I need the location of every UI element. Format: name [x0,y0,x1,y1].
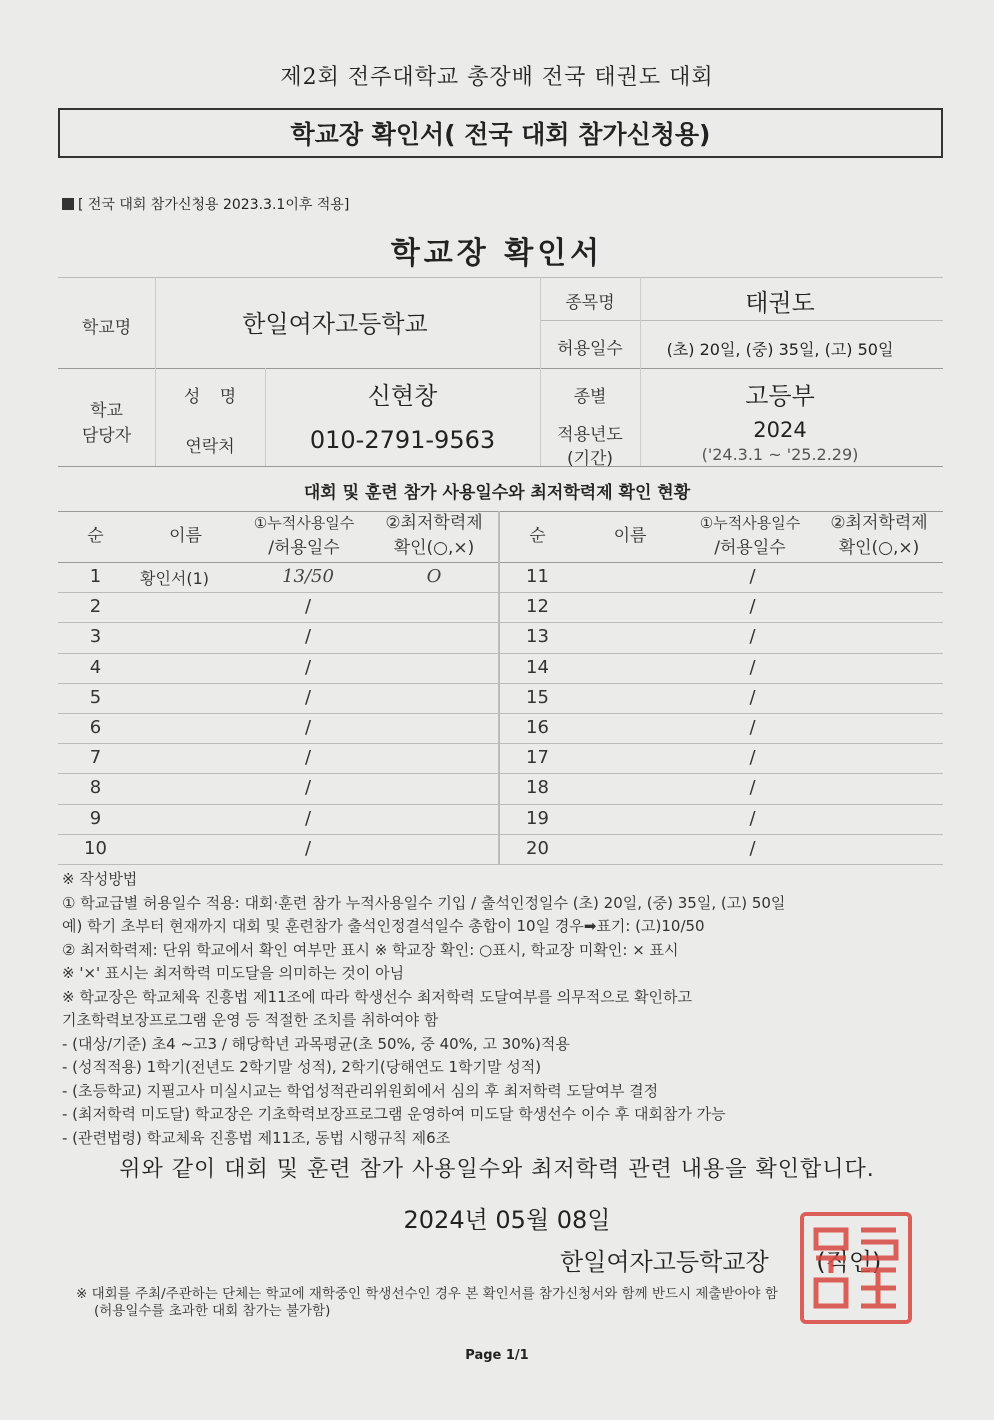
row-days: / [749,717,756,738]
table-row-divider [58,592,943,593]
square-bullet-icon [62,198,74,210]
row-name: 황인서(1) [140,569,210,588]
table-title: 대회 및 훈련 참가 사용일수와 최저학력제 확인 현황 [303,483,691,503]
row-number: 5 [89,687,102,708]
col-grade: ②최저학력제 [385,513,483,533]
table-row-divider [58,713,943,714]
row-number: 4 [89,657,102,678]
contact-label: 연락처 [185,437,235,457]
row-days: / [304,777,312,798]
row-days: / [749,777,756,798]
note-line: - (최저학력 미도달) 학교장은 기초학력보장프로그램 운영하여 미도달 학생선수 이수 후 대회참가 가능 [62,1105,726,1123]
note-line: - (초등학교) 지필고사 미실시교는 학업성적관리위원회에서 심의 후 최저학력 도달여부 결정 [62,1081,659,1100]
row-number: 20 [526,838,549,859]
allowed-days-label: 허용일수 [557,339,623,359]
row-number: 7 [89,747,102,768]
row-number: 16 [526,717,549,738]
note-line: ② 최저학력제: 단위 학교에서 확인 여부만 표시 ※ 학교장 확인: ○표시, 학교장 미확인: × 표시 [62,940,679,959]
row-number: 9 [89,808,102,829]
table-row-divider [58,804,943,805]
year-value: 2024 [753,418,807,442]
col-grade-right-2: 확인(○,×) [838,538,920,558]
col-days-right-2: /허용일수 [714,538,786,558]
row-number: 2 [89,596,102,617]
row-days: / [749,596,756,617]
main-title: 학교장 확인서 [390,236,604,271]
table-row-divider [58,773,943,774]
note-line: ※ 학교장은 학교체육 진흥법 제11조에 따라 학생선수 최저학력 도달여부를 의무적으로 확인하고 [62,987,692,1006]
row-number: 15 [526,687,549,708]
note-line: ※ '×' 표시는 최저학력 미도달을 의미하는 것이 아님 [62,964,405,982]
row-days: / [749,566,756,587]
col-days: ①누적사용일수 [253,514,355,532]
footnote [76,1286,936,1320]
row-number: 13 [526,626,549,647]
row-days: / [304,838,312,859]
col-grade-right: ②최저학력제 [830,513,928,533]
note-line: ※ 작성방법 [62,870,138,888]
divider [540,320,943,321]
divider [58,277,943,278]
row-number: 18 [526,777,549,798]
col-name: 이름 [169,526,202,546]
row-number: 6 [89,717,102,738]
col-name-right: 이름 [613,526,647,546]
table-row-divider [58,834,943,835]
note-line: 예) 학기 초부터 현재까지 대회 및 훈련참가 출석인정결석일수 총합이 10일 경우➡표기: (고)10/50 [62,917,705,935]
row-number: 8 [89,777,102,798]
row-grade: O [426,566,442,587]
note-line: - (대상/기준) 초4 ~고3 / 해당학년 과목평균(초 50%, 중 40%, 고 30%)적용 [62,1034,570,1053]
row-days: 13/50 [282,566,334,587]
table-row-divider [58,622,943,623]
seal-label: (직인) [816,1248,882,1276]
row-days: / [749,657,756,678]
staff-label-2: 담당자 [81,426,132,446]
form-title-box: 학교장 확인서( 전국 대회 참가신청용) [58,108,943,158]
col-days-2: /허용일수 [268,538,340,558]
table-row-divider [58,743,943,744]
document-date: 2024년 05월 08일 [403,1206,611,1234]
row-days: / [304,626,312,647]
row-number: 1 [89,566,102,587]
row-days: / [749,687,756,708]
year-period: ('24.3.1 ~ '25.2.29) [701,445,859,464]
row-days: / [749,808,756,829]
name-value: 신현창 [367,382,438,410]
event-value: 태권도 [745,289,815,317]
divider [58,368,943,369]
writing-instructions [62,868,942,1150]
footnote-line-2: (허용일수를 초과한 대회 참가는 불가함) [94,1303,331,1319]
row-days: / [304,687,312,708]
divider [58,466,943,467]
year-label-2: (기간) [566,449,614,469]
year-label: 적용년도 [557,425,623,445]
school-label: 학교명 [81,318,132,338]
name-label: 성 명 [183,387,237,407]
col-days-right: ①누적사용일수 [699,514,801,532]
category-label: 종별 [573,387,607,407]
principal-name: 한일여자고등학교장 [560,1248,769,1276]
row-days: / [749,838,756,859]
allowed-days-value: (초) 20일, (중) 35일, (고) 50일 [666,340,894,359]
table-row-divider [58,683,943,684]
row-days: / [749,747,756,768]
row-days: / [304,717,312,738]
contact-value: 010-2791-9563 [309,426,496,454]
row-number: 14 [526,657,549,678]
note-line: ① 학교급별 허용일수 적용: 대회·훈련 참가 누적사용일수 기입 / 출석인정일수 (초) 20일, (중) 35일, (고) 50일 [62,893,786,912]
col-no: 순 [87,526,104,546]
applicability-note [62,194,349,214]
school-name: 한일여자고등학교 [242,310,428,338]
event-label: 종목명 [565,293,615,313]
page-number: Page 1/1 [465,1348,529,1363]
note-line: - (성적적용) 1학기(전년도 2학기말 성적), 2학기(당해연도 1학기말 성적) [62,1058,542,1076]
row-number: 12 [526,596,549,617]
table-row-divider [58,864,943,865]
applicability-note-text: [ 전국 대회 참가신청용 2023.3.1이후 적용] [78,197,350,213]
note-line: - (관련법령) 학교체육 진흥법 제11조, 동법 시행규칙 제6조 [62,1128,451,1147]
col-no-right: 순 [529,526,546,546]
col-grade-2: 확인(○,×) [393,538,475,558]
footnote-line-1: ※ 대회를 주최/주관하는 단체는 학교에 재학중인 학생선수인 경우 본 확인서를 참가신청서와 함께 반드시 제출받아야 함 [76,1286,778,1302]
row-days: / [304,657,312,678]
row-number: 10 [84,838,107,859]
row-days: / [304,596,312,617]
row-days: / [304,747,312,768]
confirmation-statement: 위와 같이 대회 및 훈련 참가 사용일수와 최저학력 관련 내용을 확인합니다. [119,1157,875,1182]
row-number: 3 [89,626,102,647]
row-number: 11 [526,566,549,587]
divider [58,562,943,563]
staff-label: 학교 [90,401,123,421]
row-days: / [749,626,756,647]
row-days: / [304,808,312,829]
note-line: 기초학력보장프로그램 운영 등 적절한 조치를 취하여야 함 [62,1011,439,1029]
category-value: 고등부 [745,382,815,410]
table-row-divider [58,653,943,654]
row-number: 19 [526,808,549,829]
row-number: 17 [526,747,549,768]
contest-title: 제2회 전주대학교 총장배 전국 태권도 대회 [280,65,714,90]
